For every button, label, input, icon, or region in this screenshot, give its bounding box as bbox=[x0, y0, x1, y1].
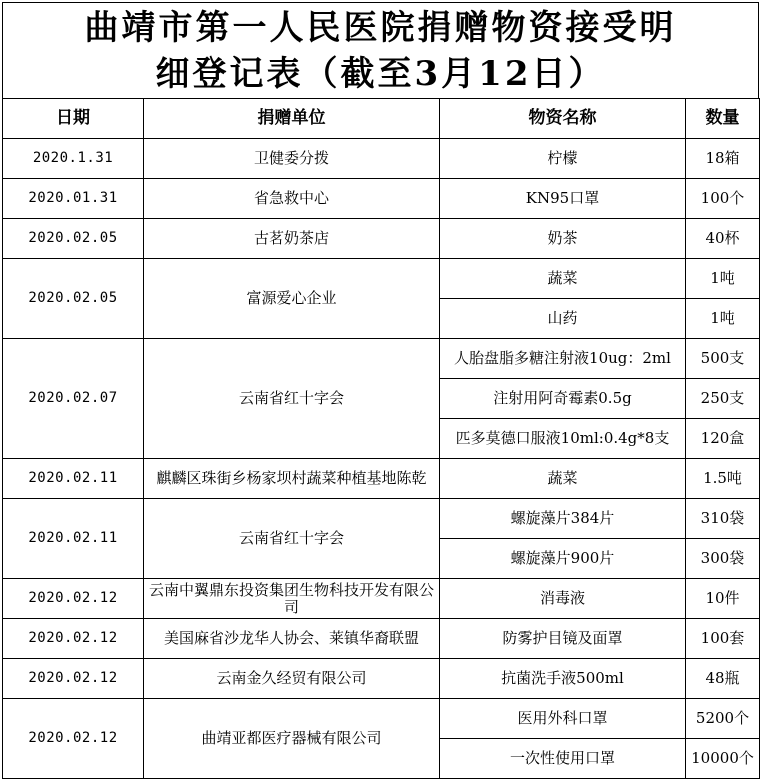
header-donor: 捐赠单位 bbox=[144, 99, 440, 139]
item-cell: 蔬菜 bbox=[440, 259, 686, 299]
item-cell: 蔬菜 bbox=[440, 459, 686, 499]
header-qty: 数量 bbox=[686, 99, 760, 139]
donor-cell: 云南中翼鼎东投资集团生物科技开发有限公司 bbox=[144, 579, 440, 619]
title-line-1: 曲靖市第一人民医院捐赠物资接受明 bbox=[84, 7, 677, 48]
qty-cell: 100套 bbox=[686, 619, 760, 659]
date-cell: 2020.02.12 bbox=[3, 699, 144, 779]
item-cell: 柠檬 bbox=[440, 139, 686, 179]
header-date: 日期 bbox=[3, 99, 144, 139]
item-cell: 奶茶 bbox=[440, 219, 686, 259]
date-cell: 2020.02.11 bbox=[3, 459, 144, 499]
item-cell: 消毒液 bbox=[440, 579, 686, 619]
item-cell: 螺旋藻片384片 bbox=[440, 499, 686, 539]
qty-cell: 100个 bbox=[686, 179, 760, 219]
donor-cell: 卫健委分拨 bbox=[144, 139, 440, 179]
item-cell: 山药 bbox=[440, 299, 686, 339]
table-row bbox=[3, 339, 760, 379]
item-cell: 一次性使用口罩 bbox=[440, 739, 686, 779]
item-cell: 注射用阿奇霉素0.5g bbox=[440, 379, 686, 419]
donor-cell: 麒麟区珠街乡杨家坝村蔬菜种植基地陈乾 bbox=[144, 459, 440, 499]
donor-cell: 云南金久经贸有限公司 bbox=[144, 659, 440, 699]
table-row bbox=[3, 179, 760, 219]
donor-cell: 富源爱心企业 bbox=[144, 259, 440, 339]
date-cell: 2020.02.12 bbox=[3, 659, 144, 699]
table-row bbox=[3, 459, 760, 499]
item-cell: KN95口罩 bbox=[440, 179, 686, 219]
header-row bbox=[3, 99, 760, 139]
qty-cell: 5200个 bbox=[686, 699, 760, 739]
qty-cell: 1吨 bbox=[686, 299, 760, 339]
qty-cell: 10件 bbox=[686, 579, 760, 619]
donation-table bbox=[2, 98, 760, 779]
table-row bbox=[3, 259, 760, 299]
date-cell: 2020.02.12 bbox=[3, 579, 144, 619]
item-cell: 抗菌洗手液500ml bbox=[440, 659, 686, 699]
title-line-2: 细登记表（截至3月12日） bbox=[155, 53, 606, 94]
date-cell: 2020.01.31 bbox=[3, 179, 144, 219]
qty-cell: 310袋 bbox=[686, 499, 760, 539]
donor-cell: 古茗奶茶店 bbox=[144, 219, 440, 259]
qty-cell: 120盒 bbox=[686, 419, 760, 459]
qty-cell: 40杯 bbox=[686, 219, 760, 259]
donor-cell: 云南省红十字会 bbox=[144, 339, 440, 459]
qty-cell: 300袋 bbox=[686, 539, 760, 579]
qty-cell: 1吨 bbox=[686, 259, 760, 299]
date-cell: 2020.1.31 bbox=[3, 139, 144, 179]
table-row bbox=[3, 499, 760, 539]
date-cell: 2020.02.12 bbox=[3, 619, 144, 659]
date-cell: 2020.02.05 bbox=[3, 219, 144, 259]
qty-cell: 500支 bbox=[686, 339, 760, 379]
table-body bbox=[3, 139, 760, 779]
date-cell: 2020.02.07 bbox=[3, 339, 144, 459]
qty-cell: 1.5吨 bbox=[686, 459, 760, 499]
qty-cell: 48瓶 bbox=[686, 659, 760, 699]
table-row bbox=[3, 579, 760, 619]
donor-cell: 云南省红十字会 bbox=[144, 499, 440, 579]
header-item: 物资名称 bbox=[440, 99, 686, 139]
donor-cell: 省急救中心 bbox=[144, 179, 440, 219]
donor-cell: 曲靖亚都医疗器械有限公司 bbox=[144, 699, 440, 779]
table-row bbox=[3, 619, 760, 659]
table-row bbox=[3, 659, 760, 699]
date-cell: 2020.02.05 bbox=[3, 259, 144, 339]
item-cell: 螺旋藻片900片 bbox=[440, 539, 686, 579]
item-cell: 匹多莫德口服液10ml:0.4g*8支 bbox=[440, 419, 686, 459]
table-row bbox=[3, 219, 760, 259]
table-row bbox=[3, 699, 760, 739]
item-cell: 人胎盘脂多糖注射液10ug：2ml bbox=[440, 339, 686, 379]
donor-cell: 美国麻省沙龙华人协会、莱镇华裔联盟 bbox=[144, 619, 440, 659]
qty-cell: 10000个 bbox=[686, 739, 760, 779]
date-cell: 2020.02.11 bbox=[3, 499, 144, 579]
item-cell: 防雾护目镜及面罩 bbox=[440, 619, 686, 659]
item-cell: 医用外科口罩 bbox=[440, 699, 686, 739]
table-row bbox=[3, 139, 760, 179]
sheet-title bbox=[2, 2, 759, 99]
qty-cell: 250支 bbox=[686, 379, 760, 419]
qty-cell: 18箱 bbox=[686, 139, 760, 179]
